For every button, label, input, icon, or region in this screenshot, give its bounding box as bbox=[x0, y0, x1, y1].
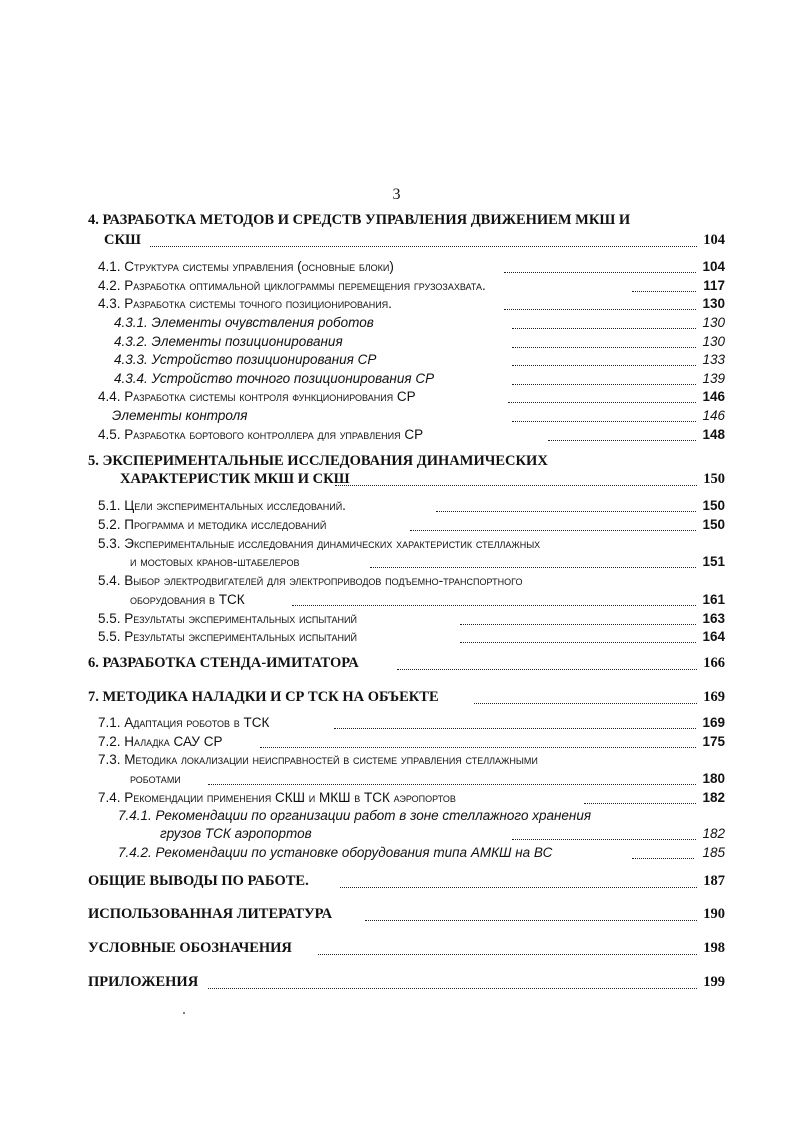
toc-entry-title: 5.4. Выбор электродвигателей для электроприводов подъемно-транспортного bbox=[98, 573, 523, 588]
toc-page-number: 148 bbox=[702, 427, 725, 442]
toc-entry bbox=[0, 611, 793, 631]
toc-entry-title: 4.5. Разработка бортового контроллера для управления СР bbox=[98, 427, 424, 442]
toc-page-number: 146 bbox=[702, 408, 725, 423]
dot-leader bbox=[260, 747, 696, 748]
toc-page-number: 130 bbox=[702, 296, 725, 311]
toc-entry-title: 4.3.3. Устройство позиционирования СР bbox=[114, 352, 377, 367]
toc-page-number: 104 bbox=[702, 259, 725, 274]
toc-entry-title: ОБЩИЕ ВЫВОДЫ ПО РАБОТЕ. bbox=[88, 873, 309, 889]
toc-page-number: 130 bbox=[702, 315, 725, 330]
toc-page-number: 130 bbox=[702, 334, 725, 349]
dot-leader bbox=[334, 728, 696, 729]
dot-leader bbox=[370, 567, 696, 568]
toc-entry bbox=[0, 408, 793, 428]
toc-entry-title: 7.4. Рекомендации применения СКШ и МКШ в ТСК аэропортов bbox=[98, 790, 456, 805]
dot-leader bbox=[208, 784, 696, 785]
toc-entry-title: и мостовых кранов-штабелеров bbox=[130, 554, 300, 569]
toc-page-number: 139 bbox=[702, 371, 725, 386]
toc-entry-title: 5.5. Результаты экспериментальных испытаний bbox=[98, 629, 357, 644]
toc-entry bbox=[0, 315, 793, 335]
toc-entry-title: 5.3. Экспериментальные исследования динамических характеристик стеллажных bbox=[98, 536, 541, 551]
dot-leader bbox=[474, 703, 697, 704]
toc-entry bbox=[0, 232, 793, 252]
toc-entry-title: 7.1. Адаптация роботов в ТСК bbox=[98, 715, 270, 730]
toc-entry-title: Элементы контроля bbox=[112, 408, 248, 423]
toc-entry-title: 4.4. Разработка системы контроля функционирования СР bbox=[98, 389, 416, 404]
toc-entry bbox=[0, 212, 793, 232]
dot-leader bbox=[512, 328, 696, 329]
toc-entry bbox=[0, 498, 793, 518]
toc-page-number: 185 bbox=[702, 845, 725, 860]
toc-entry-title: 4.3. Разработка системы точного позиционирования. bbox=[98, 296, 392, 311]
toc-entry-title: ПРИЛОЖЕНИЯ bbox=[88, 974, 199, 990]
toc-page-number: 117 bbox=[703, 278, 725, 293]
toc-entry bbox=[0, 790, 793, 810]
toc-entry bbox=[0, 389, 793, 409]
scan-speck bbox=[183, 1012, 185, 1014]
dot-leader bbox=[365, 920, 697, 921]
toc-page-number: 133 bbox=[702, 352, 725, 367]
toc-entry bbox=[0, 517, 793, 537]
toc-page-number: 169 bbox=[703, 689, 725, 705]
toc-entry bbox=[0, 826, 793, 846]
toc-entry bbox=[0, 629, 793, 649]
toc-entry bbox=[0, 873, 793, 893]
toc-entry bbox=[0, 845, 793, 865]
toc-entry bbox=[0, 906, 793, 926]
toc-page-number: 175 bbox=[702, 734, 725, 749]
dot-leader bbox=[508, 402, 696, 403]
toc-entry bbox=[0, 427, 793, 447]
toc-page-number: 150 bbox=[702, 517, 725, 532]
dot-leader bbox=[584, 803, 696, 804]
toc-entry bbox=[0, 715, 793, 735]
toc-entry bbox=[0, 453, 793, 473]
toc-entry bbox=[0, 334, 793, 354]
dot-leader bbox=[548, 440, 696, 441]
dot-leader bbox=[318, 954, 697, 955]
toc-page-number: 180 bbox=[702, 771, 725, 786]
toc-entry bbox=[0, 352, 793, 372]
toc-entry bbox=[0, 278, 793, 298]
toc-entry-title: ИСПОЛЬЗОВАННАЯ ЛИТЕРАТУРА bbox=[88, 906, 333, 922]
dot-leader bbox=[292, 605, 696, 606]
toc-entry-title: 4.1. Структура системы управления (основные блоки) bbox=[98, 259, 394, 274]
toc-entry-title: 7.4.1. Рекомендации по организации работ в зоне стеллажного хранения bbox=[118, 808, 592, 823]
toc-entry-title: 4. РАЗРАБОТКА МЕТОДОВ И СРЕДСТВ УПРАВЛЕНИЯ ДВИЖЕНИЕМ МКШ И bbox=[88, 212, 631, 228]
dot-leader bbox=[512, 421, 696, 422]
toc-page-number: 150 bbox=[703, 471, 725, 487]
dot-leader bbox=[512, 384, 696, 385]
toc-page-number: 190 bbox=[703, 906, 725, 922]
dot-leader bbox=[512, 839, 696, 840]
toc-page-number: 150 bbox=[702, 498, 725, 513]
toc-page-number: 164 bbox=[702, 629, 725, 644]
toc-entry-title: оборудования в ТСК bbox=[130, 592, 245, 607]
dot-leader bbox=[335, 485, 697, 486]
toc-entry-title: 6. РАЗРАБОТКА СТЕНДА-ИМИТАТОРА bbox=[88, 655, 359, 671]
toc-page-number: 163 bbox=[702, 611, 725, 626]
toc-entry-title: 5.5. Результаты экспериментальных испытаний bbox=[98, 611, 357, 626]
toc-entry bbox=[0, 689, 793, 709]
dot-leader bbox=[397, 669, 697, 670]
toc-entry bbox=[0, 752, 793, 772]
toc-entry bbox=[0, 655, 793, 675]
toc-entry bbox=[0, 371, 793, 391]
toc-entry bbox=[0, 296, 793, 316]
toc-page-number: 161 bbox=[702, 592, 725, 607]
toc-entry bbox=[0, 771, 793, 791]
toc-entry-title: грузов ТСК аэропортов bbox=[160, 826, 312, 841]
toc-entry-title: 5.2. Программа и методика исследований bbox=[98, 517, 327, 532]
toc-page-number: 104 bbox=[703, 232, 725, 248]
page-number: 3 bbox=[392, 186, 401, 203]
toc-page-number: 198 bbox=[703, 940, 725, 956]
toc-entry bbox=[0, 940, 793, 960]
toc-page-number: 199 bbox=[703, 974, 725, 990]
toc-entry-title: 5. ЭКСПЕРИМЕНТАЛЬНЫЕ ИССЛЕДОВАНИЯ ДИНАМИЧЕСКИХ bbox=[88, 453, 548, 469]
toc-entry-title: 7.2. Наладка САУ СР bbox=[98, 734, 223, 749]
dot-leader bbox=[410, 530, 696, 531]
dot-leader bbox=[512, 347, 696, 348]
toc-entry-title: СКШ bbox=[104, 232, 141, 248]
toc-entry-title: ХАРАКТЕРИСТИК МКШ И СКШ bbox=[120, 471, 350, 487]
toc-entry bbox=[0, 554, 793, 574]
toc-entry-title: 7.4.2. Рекомендации по установке оборудования типа АМКШ на ВС bbox=[118, 845, 553, 860]
dot-leader bbox=[504, 272, 696, 273]
dot-leader bbox=[460, 624, 696, 625]
toc-entry-title: роботами bbox=[130, 771, 181, 786]
toc-entry-title: 4.3.2. Элементы позиционирования bbox=[114, 334, 343, 349]
toc-page-number: 187 bbox=[703, 873, 725, 889]
toc-page-number: 182 bbox=[702, 826, 725, 841]
toc-entry-title: УСЛОВНЫЕ ОБОЗНАЧЕНИЯ bbox=[88, 940, 292, 956]
toc-entry-title: 5.1. Цели экспериментальных исследований. bbox=[98, 498, 346, 513]
dot-leader bbox=[632, 858, 694, 859]
toc-entry bbox=[0, 974, 793, 994]
dot-leader bbox=[632, 291, 696, 292]
toc-entry-title: 7.3. Методика локализации неисправностей в системе управления стеллажными bbox=[98, 752, 538, 767]
toc-entry-title: 4.3.4. Устройство точного позиционирования СР bbox=[114, 371, 435, 386]
dot-leader bbox=[436, 511, 696, 512]
dot-leader bbox=[340, 887, 697, 888]
toc-entry-title: 4.2. Разработка оптимальной циклограммы перемещения грузозахвата. bbox=[98, 278, 486, 293]
toc-page-number: 151 bbox=[702, 554, 725, 569]
toc-entry bbox=[0, 536, 793, 556]
toc-entry bbox=[0, 471, 793, 491]
dot-leader bbox=[460, 642, 696, 643]
toc-entry bbox=[0, 259, 793, 279]
dot-leader bbox=[208, 988, 697, 989]
dot-leader bbox=[504, 309, 696, 310]
toc-page-number: 169 bbox=[702, 715, 725, 730]
toc-page-number: 166 bbox=[703, 655, 725, 671]
toc-entry bbox=[0, 734, 793, 754]
toc-entry-title: 7. МЕТОДИКА НАЛАДКИ И СР ТСК НА ОБЪЕКТЕ bbox=[88, 689, 439, 705]
toc-entry bbox=[0, 592, 793, 612]
toc-entry bbox=[0, 573, 793, 593]
toc-page-number: 146 bbox=[702, 389, 725, 404]
toc-entry-title: 4.3.1. Элементы очувствления роботов bbox=[114, 315, 374, 330]
dot-leader bbox=[150, 246, 697, 247]
dot-leader bbox=[512, 365, 696, 366]
toc-entry bbox=[0, 808, 793, 828]
toc-page-number: 182 bbox=[702, 790, 725, 805]
